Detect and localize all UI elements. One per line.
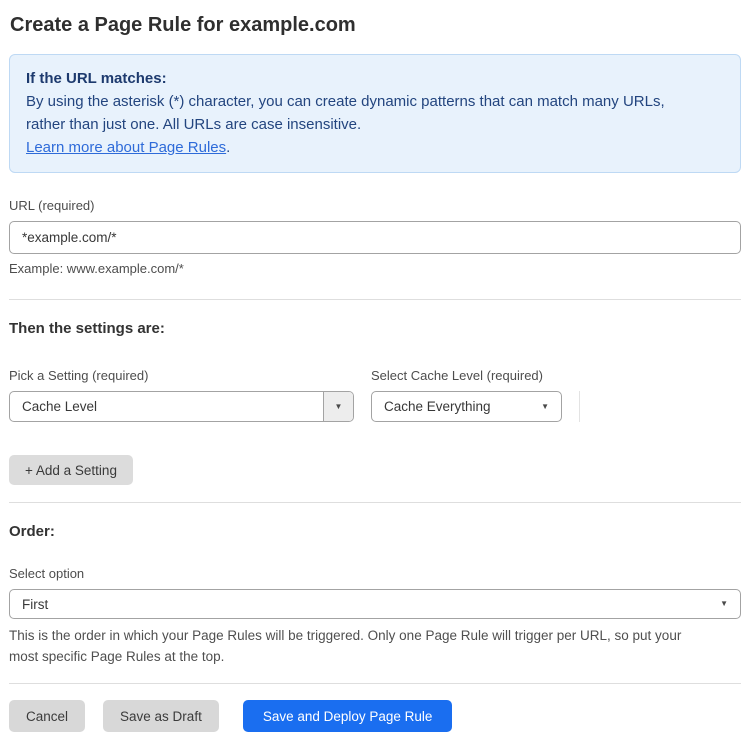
column-divider [579, 391, 580, 422]
url-matches-info-box [9, 54, 741, 173]
link-period: . [226, 139, 231, 156]
learn-more-link[interactable]: Learn more about Page Rules [26, 139, 227, 156]
cancel-button[interactable]: Cancel [9, 700, 85, 732]
cache-level-select-group [371, 368, 562, 422]
url-field-example: Example: www.example.com/* [9, 261, 184, 276]
caret-down-icon: ▼ [334, 401, 343, 411]
caret-down-icon: ▼ [541, 401, 549, 411]
caret-down-icon: ▼ [720, 599, 728, 608]
info-box-link-line [26, 136, 724, 159]
setting-select-value: Cache Level [22, 399, 98, 414]
setting-select-label: Pick a Setting (required) [9, 368, 149, 383]
order-help-line1: This is the order in which your Page Rules will be triggered. Only one Page Rule will trigger per URL, so put your [9, 628, 682, 643]
save-and-deploy-button[interactable]: Save and Deploy Page Rule [243, 700, 453, 732]
cache-level-select[interactable] [371, 391, 562, 422]
order-select[interactable] [9, 589, 741, 619]
footer-actions [9, 700, 741, 732]
add-setting-button[interactable]: + Add a Setting [9, 455, 133, 485]
divider [9, 502, 741, 503]
save-as-draft-button[interactable]: Save as Draft [103, 700, 219, 732]
settings-row [9, 368, 741, 422]
info-box-body-line1: By using the asterisk (*) character, you can create dynamic patterns that can match many URLs, [26, 93, 665, 110]
setting-select-group [9, 368, 354, 422]
setting-select-arrow-segment[interactable] [323, 392, 353, 421]
info-box-body-line2: rather than just one. All URLs are case insensitive. [26, 116, 362, 133]
cache-level-select-value: Cache Everything [384, 399, 491, 414]
cache-level-select-label: Select Cache Level (required) [371, 368, 543, 383]
divider [9, 299, 741, 300]
info-box-heading: If the URL matches: [26, 70, 167, 87]
order-select-label: Select option [9, 566, 85, 581]
order-section-heading: Order: [9, 523, 55, 540]
order-help-text [9, 625, 741, 667]
page-title: Create a Page Rule for example.com [10, 14, 356, 36]
cache-level-select-arrow [541, 392, 561, 421]
order-select-value: First [22, 596, 49, 612]
order-help-line2: most specific Page Rules at the top. [9, 649, 225, 664]
divider [9, 683, 741, 684]
settings-section-heading: Then the settings are: [9, 320, 165, 337]
setting-select[interactable] [9, 391, 354, 422]
url-field-group [9, 198, 741, 277]
url-field-label: URL (required) [9, 198, 95, 213]
url-input[interactable] [9, 221, 741, 254]
